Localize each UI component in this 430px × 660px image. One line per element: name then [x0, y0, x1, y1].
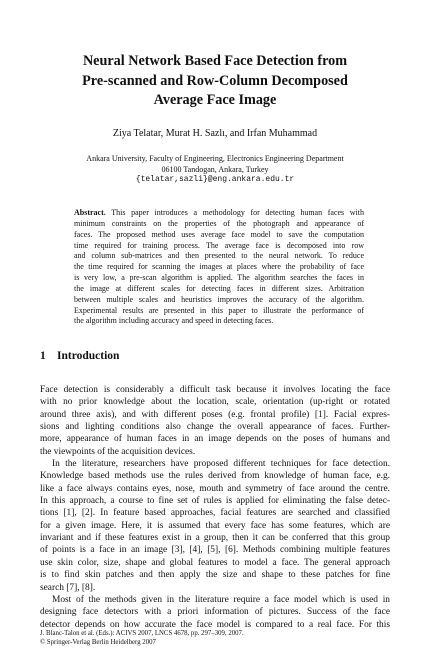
body-line: like a face always contains eyes, nose, mouth and symmetry of face around the centre.	[40, 483, 390, 494]
abstract-line: the algorithm including accuracy and speed in detecting faces.	[74, 316, 274, 326]
title-line: Pre-scanned and Row-Column Decomposed	[82, 72, 348, 89]
body-line: the viewpoints of the acquisition devices.	[40, 446, 196, 457]
body-line: use skin color, size, shape and global features to model a face. The general approach	[40, 557, 390, 568]
abstract-line: between multiple scales and heuristics improves the accuracy of the algorithm.	[74, 294, 364, 304]
body-line: with no prior knowledge about the location, scale, orientation (up-right or rotated	[40, 397, 390, 408]
body-line: invariant and if these features exist in a group, then it can be conferred that this group	[40, 533, 390, 544]
affiliation-line: 06100 Tandogan, Ankara, Turkey	[161, 164, 269, 174]
abstract-line: Experimental results are presented in this paper to illustrate the performance of	[74, 305, 364, 315]
abstract-label: Abstract.	[74, 208, 106, 217]
title-line: Average Face Image	[153, 92, 277, 108]
body-line: designing face detectors with a priori information of pictures. Success of the face	[40, 607, 390, 618]
body-line: In this approach, a course to fine set of rules is applied for eliminating the false detec-	[40, 496, 390, 507]
body-text	[40, 384, 390, 631]
body-line: sions and lighting conditions also change the overall appearance of faces. Further-	[40, 422, 390, 433]
body-line: of points is a face in an image [3], [4], [5], [6]. Methods combining multiple features	[40, 545, 390, 556]
body-line: In the literature, researchers have proposed different techniques for face detection.	[52, 459, 390, 470]
body-line: Knowledge based methods use the rules derived from knowledge of human face, e.g.	[40, 471, 390, 482]
affiliation-line: Ankara University, Faculty of Engineering, Electronics Engineering Department	[86, 154, 344, 163]
abstract-line	[74, 208, 364, 219]
footnote-line: J. Blanc-Talon et al. (Eds.): ACIVS 2007, LNCS 4678, pp. 297–309, 2007.	[40, 630, 244, 637]
affiliation	[0, 154, 430, 186]
body-line: tions [1], [2]. In feature based approaches, facial features are searched and classified	[40, 508, 390, 519]
body-line: around three axis), and with different poses (e.g. frontal profile) [1]. Facial expres-	[40, 409, 390, 420]
author-email: {telatar,sazli}@eng.ankara.edu.tr	[135, 175, 295, 184]
section-number: 1	[40, 350, 46, 362]
paper-title	[40, 52, 390, 111]
abstract-line: time required for training process. The average face is decomposed into row	[74, 240, 364, 250]
body-line: is to find skin patches and then apply the size and shape to these patches for fine	[40, 570, 390, 581]
authors: Ziya Telatar, Murat H. Sazlı, and Irfan Muhammad	[112, 128, 318, 139]
abstract-text: This paper introduces a methodology for detecting human faces with	[111, 208, 365, 217]
abstract-line: and column sub-matrices and then presented to the neural network. To reduce	[74, 251, 364, 261]
body-line: Face detection is considerably a difficult task because it involves locating the face	[40, 385, 390, 395]
body-line: search [7], [8].	[40, 582, 96, 593]
body-line: detector depends on how accurate the face model is compared to a real face. For this	[40, 619, 390, 630]
title-line: Neural Network Based Face Detection from	[82, 53, 348, 69]
abstract-line: faces. The proposed method uses average face model to save the computation	[74, 229, 364, 239]
abstract-line: minimum constraints on the properties of the photograph and appearance of	[74, 218, 364, 228]
body-line: Most of the methods given in the literature require a face model which is used in	[52, 594, 390, 605]
abstract-line: the image at different scales for detecting faces in different sizes. Arbitration	[74, 283, 364, 293]
abstract-line: is very low, a pre-scan algorithm is applied. The algorithm searches the faces in	[74, 273, 364, 283]
abstract	[74, 208, 364, 327]
body-line: for a given image. Here, it is assumed that every face has some features, which are	[40, 520, 390, 531]
abstract-line: the time required for scanning the images at places where the probability of face	[74, 262, 364, 272]
body-line: more, appearance of human faces in an image depends on the poses of humans and	[40, 434, 390, 445]
section-heading	[40, 350, 119, 362]
section-title: Introduction	[57, 350, 120, 362]
footnote-line: © Springer-Verlag Berlin Heidelberg 2007	[40, 638, 156, 646]
footnote	[40, 630, 244, 647]
